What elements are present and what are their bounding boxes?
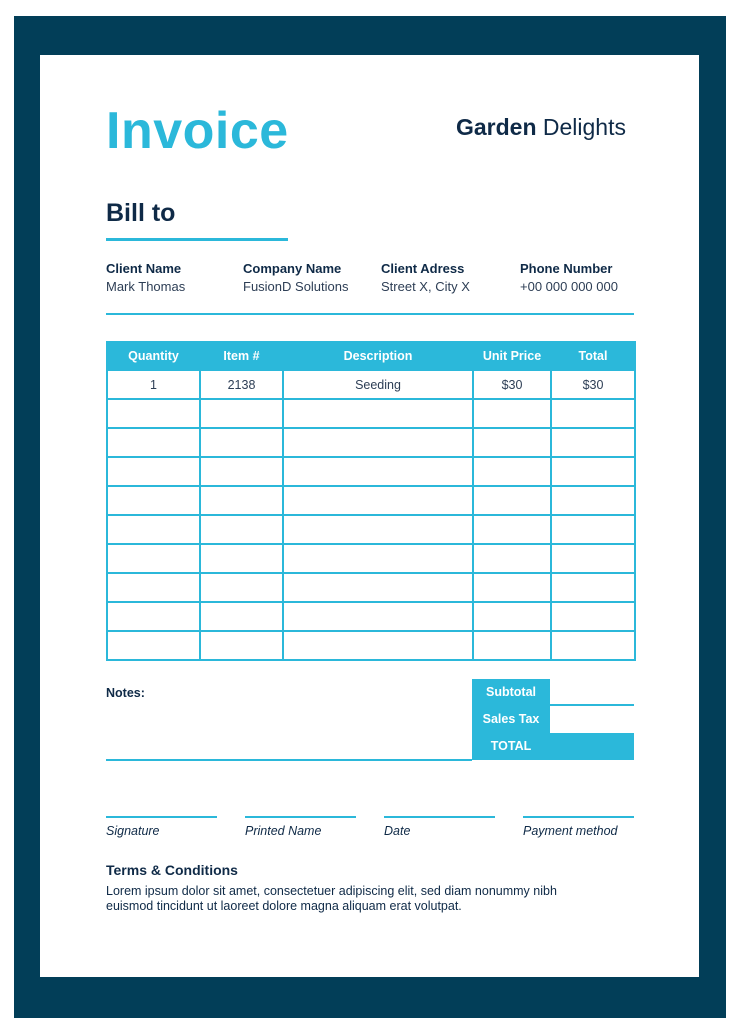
client-name-label: Client Name — [106, 261, 182, 276]
subtotal-label: Subtotal — [472, 679, 550, 706]
unit-price-cell[interactable] — [473, 631, 551, 660]
description-cell[interactable] — [283, 428, 473, 457]
unit-price-cell[interactable] — [473, 544, 551, 573]
total-cell[interactable] — [551, 399, 635, 428]
col-unit-price-header: Unit Price — [473, 342, 551, 370]
table-row — [107, 631, 635, 660]
table-row — [107, 602, 635, 631]
bill-to-heading: Bill to — [106, 199, 176, 227]
description-cell[interactable] — [283, 573, 473, 602]
description-cell[interactable]: Seeding — [283, 370, 473, 399]
description-cell[interactable] — [283, 457, 473, 486]
payment-method-field[interactable] — [523, 816, 634, 838]
item-number-cell[interactable] — [200, 428, 283, 457]
bill-to-underline — [106, 238, 288, 241]
unit-price-cell[interactable] — [473, 486, 551, 515]
description-cell[interactable] — [283, 544, 473, 573]
total-cell[interactable] — [551, 631, 635, 660]
client-address-value: Street X, City X — [381, 279, 470, 294]
terms-body — [106, 884, 626, 914]
quantity-cell[interactable] — [107, 486, 200, 515]
date-field[interactable] — [384, 816, 495, 838]
items-header-row — [107, 342, 635, 370]
brand-name-bold: Garden — [455, 114, 537, 140]
table-row — [107, 399, 635, 428]
description-cell[interactable] — [283, 399, 473, 428]
client-address-field — [381, 260, 470, 296]
totals-box — [472, 679, 634, 760]
quantity-cell[interactable] — [107, 631, 200, 660]
unit-price-cell[interactable] — [473, 602, 551, 631]
description-cell[interactable] — [283, 631, 473, 660]
quantity-cell[interactable] — [107, 573, 200, 602]
description-cell[interactable] — [283, 602, 473, 631]
printed-name-field[interactable] — [245, 816, 356, 838]
company-name-value: FusionD Solutions — [243, 279, 349, 294]
total-cell[interactable] — [551, 602, 635, 631]
client-name-value: Mark Thomas — [106, 279, 186, 294]
quantity-cell[interactable] — [107, 544, 200, 573]
description-cell[interactable] — [283, 515, 473, 544]
sales-tax-label: Sales Tax — [472, 706, 550, 733]
table-row — [107, 573, 635, 602]
total-label: TOTAL — [472, 733, 550, 760]
payment-method-line — [523, 816, 634, 818]
terms-line-1: Lorem ipsum dolor sit amet, consectetuer adipiscing elit, sed diam nonummy nibh — [106, 884, 557, 898]
company-name-label: Company Name — [243, 261, 342, 276]
client-info-divider — [106, 313, 634, 315]
table-row — [107, 544, 635, 573]
phone-number-value: +00 000 000 000 — [520, 279, 618, 294]
date-line — [384, 816, 495, 818]
invoice-title: Invoice — [106, 102, 289, 160]
table-row — [107, 370, 635, 399]
notes-bottom-rule — [106, 759, 472, 761]
item-number-cell[interactable] — [200, 399, 283, 428]
payment-method-label: Payment method — [523, 824, 618, 838]
table-row — [107, 428, 635, 457]
col-item-number-header: Item # — [200, 342, 283, 370]
item-number-cell[interactable] — [200, 573, 283, 602]
unit-price-cell[interactable] — [473, 457, 551, 486]
item-number-cell[interactable] — [200, 486, 283, 515]
table-row — [107, 515, 635, 544]
subtotal-value[interactable] — [550, 679, 634, 706]
unit-price-cell[interactable] — [473, 428, 551, 457]
printed-name-line — [245, 816, 356, 818]
quantity-cell[interactable] — [107, 457, 200, 486]
unit-price-cell[interactable] — [473, 399, 551, 428]
description-cell[interactable] — [283, 486, 473, 515]
unit-price-cell[interactable]: $30 — [473, 370, 551, 399]
col-quantity-header: Quantity — [107, 342, 200, 370]
quantity-cell[interactable] — [107, 515, 200, 544]
total-cell[interactable] — [551, 544, 635, 573]
unit-price-cell[interactable] — [473, 573, 551, 602]
phone-number-label: Phone Number — [520, 261, 613, 276]
item-number-cell[interactable] — [200, 544, 283, 573]
company-name-field — [243, 260, 349, 296]
sales-tax-value[interactable] — [550, 706, 634, 733]
quantity-cell[interactable] — [107, 428, 200, 457]
signature-line — [106, 816, 217, 818]
client-name-field — [106, 260, 185, 296]
quantity-cell[interactable]: 1 — [107, 370, 200, 399]
total-cell[interactable] — [551, 457, 635, 486]
item-number-cell[interactable]: 2138 — [200, 370, 283, 399]
col-total-header: Total — [551, 342, 635, 370]
date-label: Date — [384, 824, 411, 838]
total-value[interactable] — [550, 733, 634, 760]
total-cell[interactable] — [551, 515, 635, 544]
terms-line-2: euismod tincidunt ut laoreet dolore magna aliquam erat volutpat. — [106, 899, 462, 913]
item-number-cell[interactable] — [200, 457, 283, 486]
phone-number-field — [520, 260, 618, 296]
terms-title: Terms & Conditions — [106, 862, 238, 878]
notes-label: Notes: — [106, 686, 145, 700]
items-table — [106, 341, 636, 661]
brand-name-light: Delights — [542, 114, 626, 140]
company-brand — [456, 113, 626, 141]
total-cell[interactable] — [551, 486, 635, 515]
item-number-cell[interactable] — [200, 602, 283, 631]
item-number-cell[interactable] — [200, 515, 283, 544]
signature-label: Signature — [106, 824, 160, 838]
quantity-cell[interactable] — [107, 399, 200, 428]
total-cell[interactable] — [551, 573, 635, 602]
unit-price-cell[interactable] — [473, 515, 551, 544]
printed-name-label: Printed Name — [245, 824, 322, 838]
col-description-header: Description — [283, 342, 473, 370]
signature-field[interactable] — [106, 816, 217, 838]
table-row — [107, 486, 635, 515]
total-cell[interactable]: $30 — [551, 370, 635, 399]
client-address-label: Client Adress — [381, 261, 465, 276]
item-number-cell[interactable] — [200, 631, 283, 660]
quantity-cell[interactable] — [107, 602, 200, 631]
table-row — [107, 457, 635, 486]
total-cell[interactable] — [551, 428, 635, 457]
